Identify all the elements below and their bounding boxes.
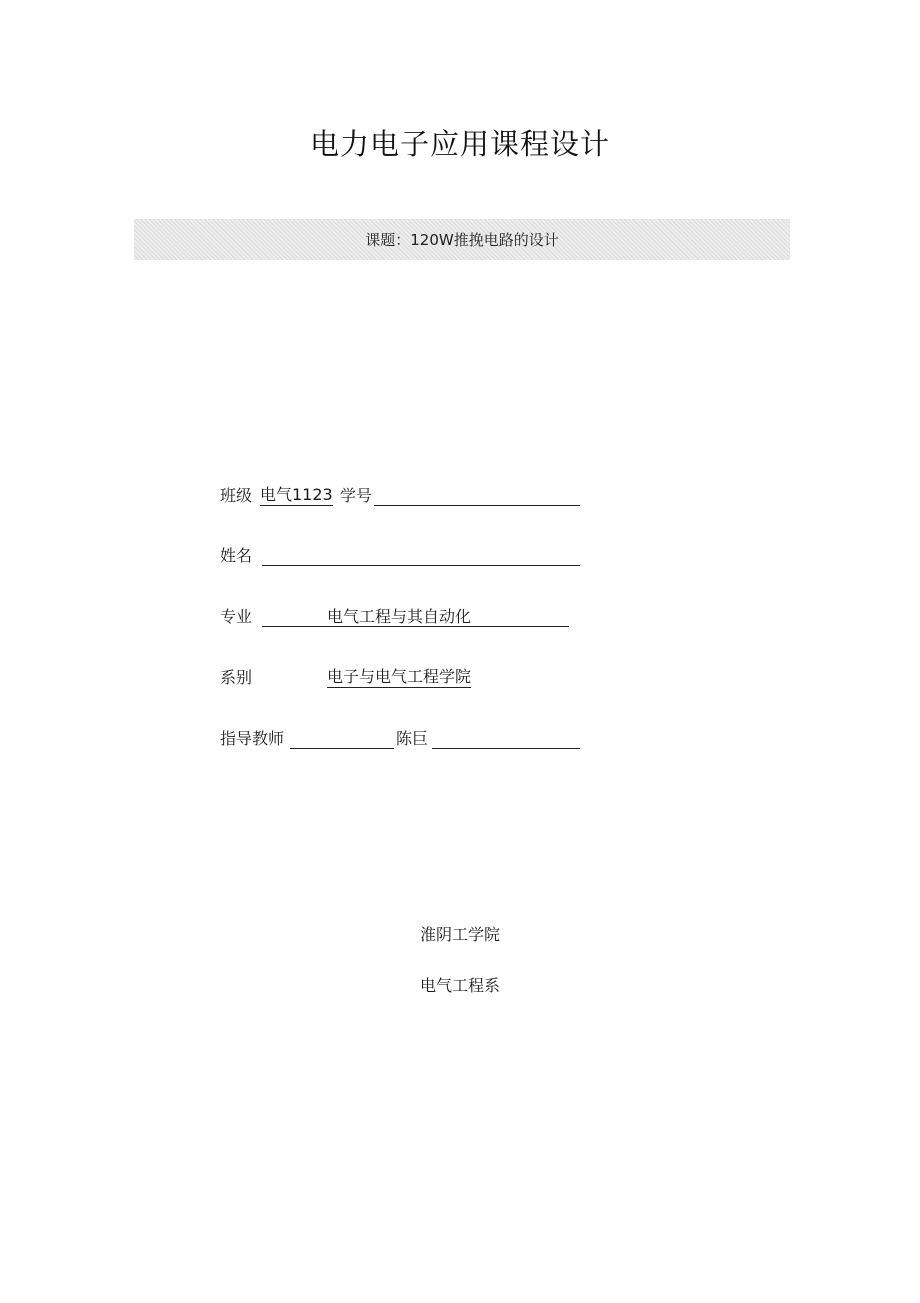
department-row: [220, 666, 600, 690]
major-label: 专业: [220, 607, 253, 626]
department-name: 电气工程系: [419, 976, 500, 995]
topic-text: 课题：120W推挽电路的设计: [365, 231, 559, 249]
major-value: 电气工程与其自动化: [327, 607, 472, 626]
class-value: 电气1123: [260, 485, 333, 504]
student-id-label: 学号: [340, 486, 373, 505]
document-title: 电力电子应用课程设计: [309, 127, 610, 161]
department-value: 电子与电气工程学院: [327, 667, 472, 686]
class-label: 班级: [220, 486, 253, 505]
advisor-label: 指导教师: [220, 729, 285, 748]
advisor-value: 陈巨: [396, 729, 429, 748]
topic-banner: [134, 219, 790, 260]
advisor-line-left: [290, 748, 394, 749]
advisor-line-right: [432, 748, 580, 749]
department-label: 系别: [220, 668, 253, 687]
student-id-line: [374, 505, 580, 506]
name-line: [262, 565, 580, 566]
name-label: 姓名: [220, 546, 253, 565]
advisor-row: [220, 727, 600, 751]
class-row: [220, 484, 600, 508]
name-row: [220, 544, 600, 568]
school-name: 淮阴工学院: [419, 925, 500, 944]
major-row: [220, 605, 600, 629]
